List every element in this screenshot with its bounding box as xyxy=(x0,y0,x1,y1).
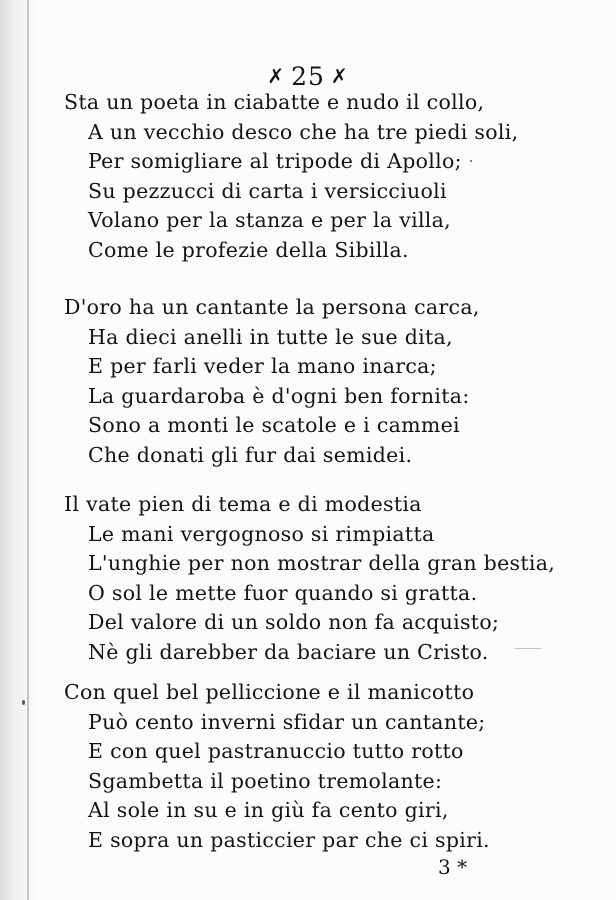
page-header xyxy=(0,62,616,91)
verse-line: Sta un poeta in ciabatte e nudo il collo, xyxy=(64,90,485,114)
verse-line: Al sole in su e in giù fa cento giri, xyxy=(88,798,449,822)
verse-line: Nè gli darebber da baciare un Cristo. xyxy=(88,639,489,664)
verse-line: Con quel bel pelliccione e il manicotto xyxy=(64,680,475,704)
verse-line: Sono a monti le scatole e i cammei xyxy=(88,413,460,437)
verse-line: Sgambetta il poetino tremolante: xyxy=(88,768,443,793)
verse-line: Su pezzucci di carta i versicciuoli xyxy=(88,178,447,203)
page-number: 25 xyxy=(291,62,325,91)
stanza-1 xyxy=(64,88,564,265)
verse-line: E per farli veder la mano inarca; xyxy=(88,354,437,378)
verse-line: Può cento inverni sfidar un cantante; xyxy=(88,709,486,734)
verse-line: L'unghie per non mostrar della gran bestia, xyxy=(88,551,556,575)
verse-line: Le mani vergognoso si rimpiatta xyxy=(88,521,435,546)
page-binding-edge xyxy=(27,0,29,900)
verse-line: A un vecchio desco che ha tre piedi soli, xyxy=(88,119,519,144)
verse-line: O sol le mette fuor quando si gratta. xyxy=(88,580,478,605)
paper-speck xyxy=(22,700,25,705)
signature-mark: 3 * xyxy=(438,855,468,879)
stanza-2 xyxy=(64,293,564,470)
verse-line: Per somigliare al tripode di Apollo; xyxy=(88,149,462,173)
paper-speck xyxy=(515,648,541,649)
paper-speck xyxy=(470,160,472,162)
verse-line: Del valore di un soldo non fa acquisto; xyxy=(88,610,500,634)
header-ornament-left-icon: ✗ xyxy=(267,64,286,88)
verse-line: E con quel pastranuccio tutto rotto xyxy=(88,739,464,763)
verse-line: E sopra un pasticcier par che ci spiri. xyxy=(88,827,490,852)
verse-line: Ha dieci anelli in tutte le sue dita, xyxy=(88,324,453,349)
verse-line: D'oro ha un cantante la persona carca, xyxy=(64,295,480,319)
stanza-4 xyxy=(64,678,564,855)
verse-line: Che donati gli fur dai semidei. xyxy=(88,442,413,467)
stanza-3 xyxy=(64,490,564,667)
verse-line: La guardaroba è d'ogni ben fornita: xyxy=(88,383,470,408)
verse-line: Volano per la stanza e per la villa, xyxy=(88,208,451,232)
verse-line: Come le profezie della Sibilla. xyxy=(88,237,409,262)
header-ornament-right-icon: ✗ xyxy=(330,64,349,88)
verse-line: Il vate pien di tema e di modestia xyxy=(64,492,422,516)
